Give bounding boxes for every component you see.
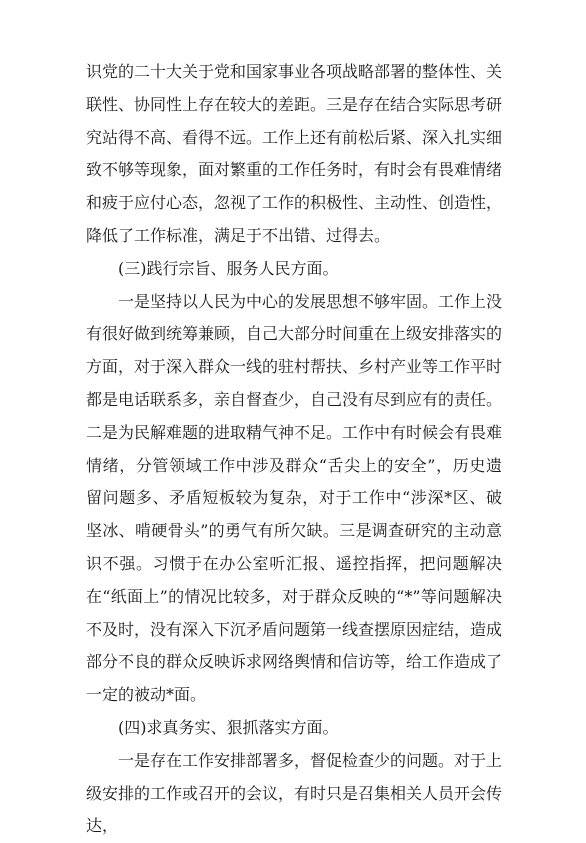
paragraph-serving-people-body: 一是坚持以人民为中心的发展思想不够牢固。工作上没有很好做到统筹兼顾，自己大部分时间重在上级安排落实的方面，对于深入群众一线的驻村帮扶、乡村产业等工作平时都是电话联系多，亲自督查少，自己没有尽到应有的责任。二是为民解难题的进取精气神不足。工作中有时候会有畏难情绪，分管领域工作中涉及群众“舌尖上的安全”，历史遗留问题多、矛盾短板较为复杂，对于工作中“涉深*区、破坚冰、啃硬骨头”的勇气有所欠缺。三是调查研究的主动意识不强。习惯于在办公室听汇报、遥控指挥，把问题解决在“纸面上”的情况比较多，对于群众反映的“*”等问题解决不及时，没有深入下沉矛盾问题第一线查摆原因症结，造成部分不良的群众反映诉求网络舆情和信访等，给工作造成了一定的被动*面。 xyxy=(86,291,503,705)
section-heading-serving-people: (三)践行宗旨、服务人民方面。 xyxy=(118,258,339,278)
section-heading-pragmatic-implementation: (四)求真务实、狠抓落实方面。 xyxy=(118,717,339,737)
paragraph-implementation-body: 一是存在工作安排部署多，督促检查少的问题。对于上级安排的工作或召开的会议，有时只是召集相关人员开会传达， xyxy=(86,750,503,836)
document-body xyxy=(86,56,502,843)
paragraph-continuation: 识党的二十大关于党和国家事业各项战略部署的整体性、关联性、协同性上存在较大的差距。三是存在结合实际思考研究站得不高、看得不远。工作上还有前松后紧、深入扎实细致不够等现象，面对繁重的工作任务时，有时会有畏难情绪和疲于应付心态，忽视了工作的积极性、主动性、创造性，降低了工作标准，满足于不出错、过得去。 xyxy=(86,62,503,245)
